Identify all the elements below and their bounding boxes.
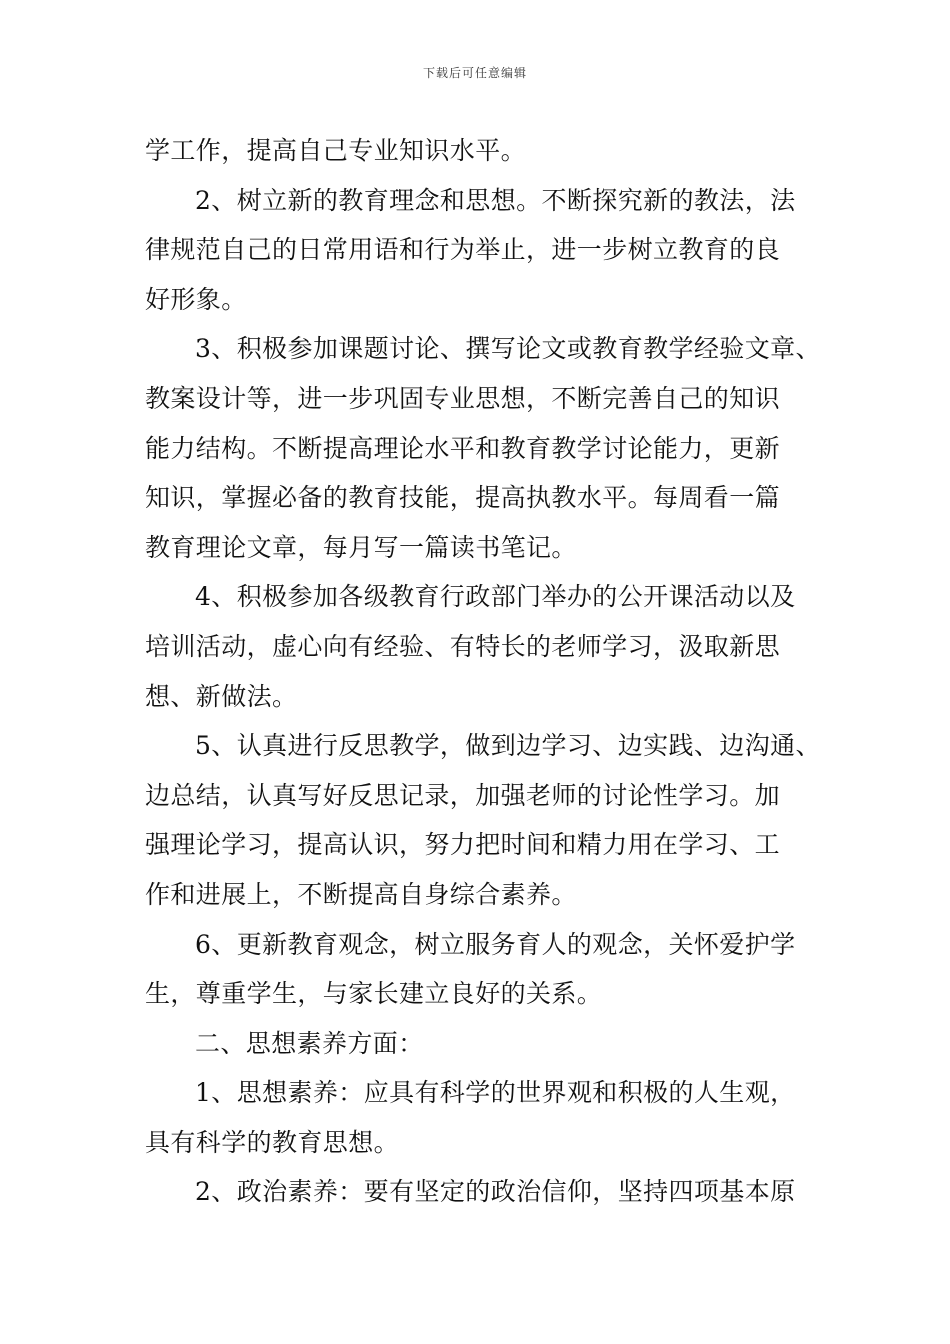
text-line: 5、认真进行反思教学，做到边学习、边实践、边沟通、 <box>195 731 821 761</box>
text-line: 知识，掌握必备的教育技能，提高执教水平。每周看一篇 <box>145 483 781 513</box>
page-header-note: 下载后可任意编辑 <box>422 66 527 80</box>
text-line: 2、政治素养：要有坚定的政治信仰，坚持四项基本原 <box>195 1177 796 1207</box>
text-line: 能力结构。不断提高理论水平和教育教学讨论能力，更新 <box>145 433 781 463</box>
text-line: 3、积极参加课题讨论、撰写论文或教育教学经验文章、 <box>195 334 821 364</box>
text-line: 4、积极参加各级教育行政部门举办的公开课活动以及 <box>195 582 796 612</box>
text-line: 律规范自己的日常用语和行为举止，进一步树立教育的良 <box>145 235 781 265</box>
text-line: 想、新做法。 <box>145 681 298 711</box>
text-line: 强理论学习，提高认识，努力把时间和精力用在学习、工 <box>145 830 781 860</box>
text-line: 6、更新教育观念，树立服务育人的观念，关怀爱护学 <box>195 929 796 959</box>
text-line: 具有科学的教育思想。 <box>145 1127 400 1157</box>
text-line: 教育理论文章，每月写一篇读书笔记。 <box>145 532 577 562</box>
text-line: 边总结，认真写好反思记录，加强老师的讨论性学习。加 <box>145 780 781 810</box>
text-line: 二、思想素养方面： <box>195 1028 424 1058</box>
text-line: 生，尊重学生，与家长建立良好的关系。 <box>145 979 603 1009</box>
text-line: 培训活动，虚心向有经验、有特长的老师学习，汲取新思 <box>145 631 781 661</box>
text-line: 作和进展上，不断提高自身综合素养。 <box>145 879 577 909</box>
text-line: 好形象。 <box>145 284 247 314</box>
text-line: 教案设计等，进一步巩固专业思想，不断完善自己的知识 <box>145 383 781 413</box>
text-line: 1、思想素养：应具有科学的世界观和积极的人生观， <box>195 1078 796 1108</box>
text-line: 2、树立新的教育理念和思想。不断探究新的教法，法 <box>195 185 796 215</box>
document-body <box>145 126 821 1217</box>
text-line: 学工作，提高自己专业知识水平。 <box>145 136 527 165</box>
